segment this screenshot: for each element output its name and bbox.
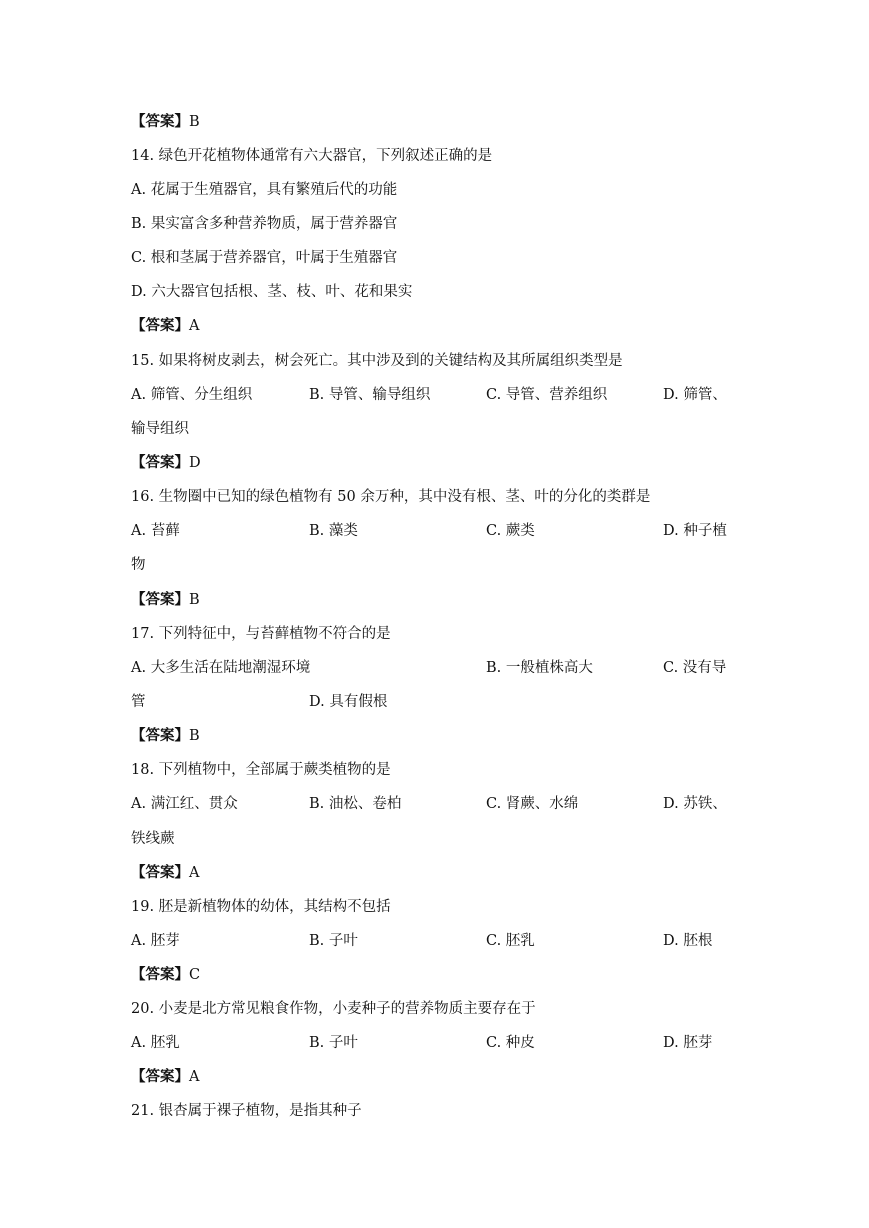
answer-tag: 【答案】 <box>131 317 189 334</box>
option-16-d-continued: 物 <box>131 557 146 573</box>
option-19-c: C. 胚乳 <box>486 933 535 949</box>
answer-line <box>131 1067 199 1087</box>
option-15-c: C. 导管、营养组织 <box>486 387 608 403</box>
answer-tag: 【答案】 <box>131 727 189 744</box>
option-18-d: D. 苏铁、 <box>663 796 727 812</box>
answer-line <box>131 316 199 336</box>
question-16: 16. 生物圈中已知的绿色植物有 50 余万种，其中没有根、茎、叶的分化的类群是 <box>131 489 651 505</box>
option-16-a: A. 苔藓 <box>131 523 180 539</box>
option-14-b: B. 果实富含多种营养物质，属于营养器官 <box>131 216 398 232</box>
option-15-a: A. 筛管、分生组织 <box>131 387 253 403</box>
option-15-d: D. 筛管、 <box>663 387 727 403</box>
option-14-c: C. 根和茎属于营养器官，叶属于生殖器官 <box>131 250 398 266</box>
option-14-d: D. 六大器官包括根、茎、枝、叶、花和果实 <box>131 284 413 300</box>
question-14: 14. 绿色开花植物体通常有六大器官，下列叙述正确的是 <box>131 148 493 164</box>
option-17-d: D. 具有假根 <box>309 694 388 710</box>
option-19-d: D. 胚根 <box>663 933 713 949</box>
answer-line <box>131 965 200 985</box>
option-15-d-continued: 输导组织 <box>131 421 189 437</box>
answer-tag: 【答案】 <box>131 864 189 881</box>
option-17-b: B. 一般植株高大 <box>486 660 593 676</box>
option-18-d-continued: 铁线蕨 <box>131 831 175 847</box>
question-20: 20. 小麦是北方常见粮食作物，小麦种子的营养物质主要存在于 <box>131 1001 536 1017</box>
answer-tag: 【答案】 <box>131 1068 189 1085</box>
answer-tag: 【答案】 <box>131 113 189 130</box>
answer-line <box>131 453 201 473</box>
answer-tag: 【答案】 <box>131 591 189 608</box>
answer-tag: 【答案】 <box>131 454 189 471</box>
option-14-a: A. 花属于生殖器官，具有繁殖后代的功能 <box>131 182 398 198</box>
option-18-b: B. 油松、卷柏 <box>309 796 402 812</box>
option-18-a: A. 满江红、贯众 <box>131 796 238 812</box>
question-15: 15. 如果将树皮剥去，树会死亡。其中涉及到的关键结构及其所属组织类型是 <box>131 353 623 369</box>
answer-value: B <box>189 114 200 130</box>
option-19-a: A. 胚芽 <box>131 933 180 949</box>
option-20-c: C. 种皮 <box>486 1035 535 1051</box>
answer-value: C <box>189 967 201 983</box>
option-15-b: B. 导管、输导组织 <box>309 387 431 403</box>
answer-line <box>131 863 199 883</box>
option-20-d: D. 胚芽 <box>663 1035 713 1051</box>
option-17-c-continued: 管 <box>131 694 146 710</box>
answer-tag: 【答案】 <box>131 966 189 983</box>
answer-value: A <box>189 1069 200 1085</box>
option-19-b: B. 子叶 <box>309 933 358 949</box>
answer-value: A <box>189 865 200 881</box>
answer-line <box>131 112 200 132</box>
option-16-c: C. 蕨类 <box>486 523 535 539</box>
answer-line <box>131 590 200 610</box>
answer-value: B <box>189 728 200 744</box>
option-20-a: A. 胚乳 <box>131 1035 180 1051</box>
answer-value: A <box>189 318 200 334</box>
question-18: 18. 下列植物中，全部属于蕨类植物的是 <box>131 762 391 778</box>
option-17-a: A. 大多生活在陆地潮湿环境 <box>131 660 311 676</box>
answer-line <box>131 726 200 746</box>
answer-value: D <box>189 455 201 471</box>
answer-value: B <box>189 592 200 608</box>
option-18-c: C. 肾蕨、水绵 <box>486 796 579 812</box>
option-17-c: C. 没有导 <box>663 660 727 676</box>
option-16-b: B. 藻类 <box>309 523 358 539</box>
option-20-b: B. 子叶 <box>309 1035 358 1051</box>
question-17: 17. 下列特征中，与苔藓植物不符合的是 <box>131 626 391 642</box>
option-16-d: D. 种子植 <box>663 523 727 539</box>
question-21: 21. 银杏属于裸子植物，是指其种子 <box>131 1103 362 1119</box>
question-19: 19. 胚是新植物体的幼体，其结构不包括 <box>131 899 391 915</box>
